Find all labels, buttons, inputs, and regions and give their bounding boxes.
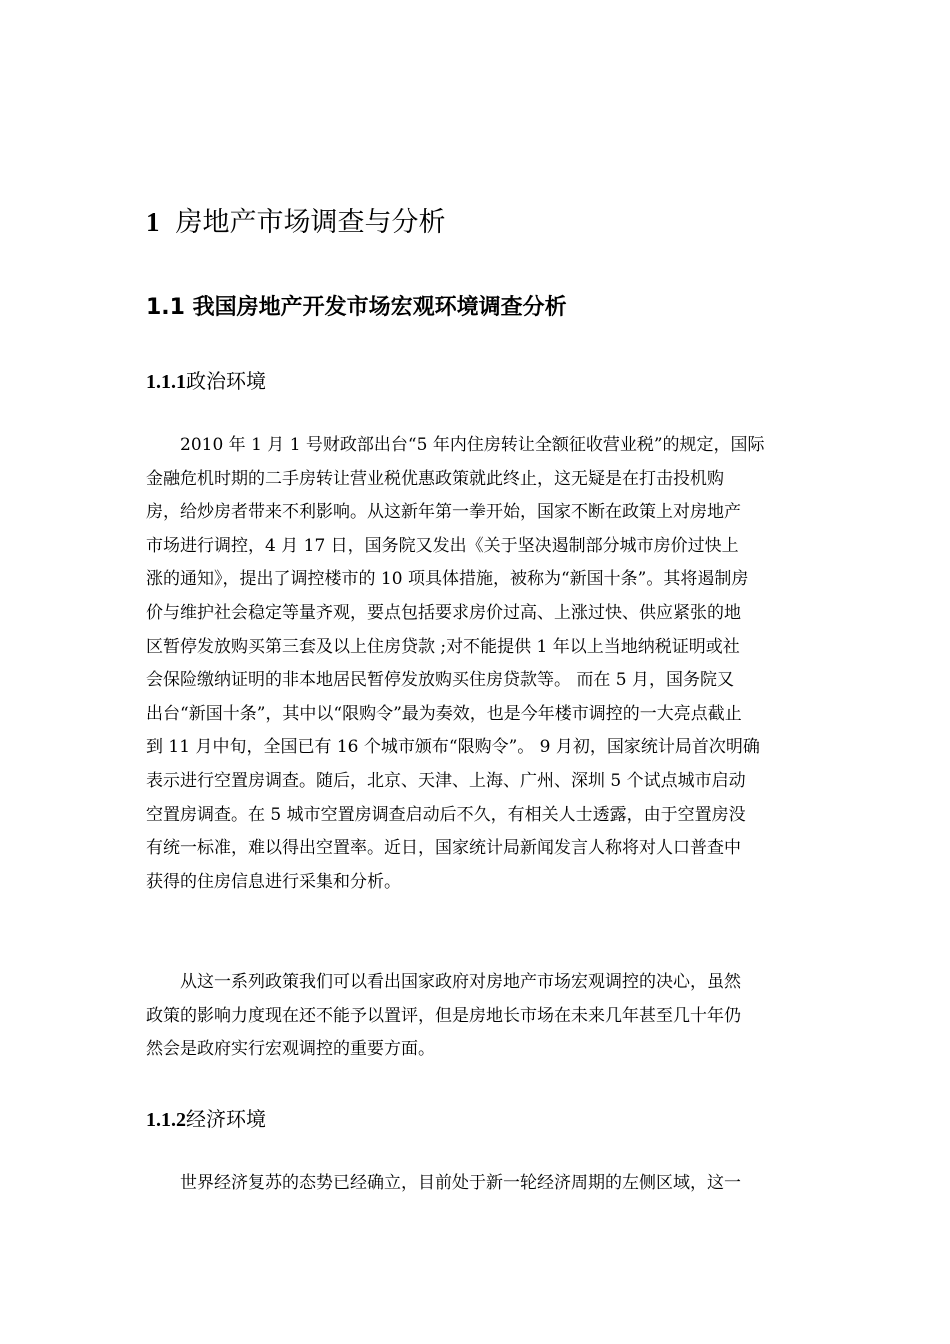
subsection-heading-political: [146, 366, 266, 397]
text-line: 房，给炒房者带来不利影响。从这新年第一拳开始，国家不断在政策上对房地产: [146, 502, 741, 523]
paragraph-economic-1: [146, 1167, 810, 1201]
chapter-heading: [146, 202, 446, 243]
subsection-number: 1.1.2: [146, 1109, 186, 1131]
text-line: 政策的影响力度现在还不能予以置评，但是房地长市场在未来几年甚至几十年仍: [146, 1005, 741, 1026]
text-line: 表示进行空置房调查。随后，北京、天津、上海、广州、深圳 5 个试点城市启动: [146, 770, 746, 791]
text-line: 然会是政府实行宏观调控的重要方面。: [146, 1039, 435, 1060]
subsection-title: 政治环境: [186, 369, 266, 393]
text-line: 世界经济复苏的态势已经确立，目前处于新一轮经济周期的左侧区域，这一: [180, 1173, 741, 1193]
subsection-number: 1.1.1: [146, 371, 186, 393]
text-line: 获得的住房信息进行采集和分析。: [146, 871, 401, 892]
text-line: 出台“新国十条”，其中以“限购令”最为奏效，也是今年楼市调控的一大亮点截止: [146, 703, 742, 724]
subsection-title: 经济环境: [186, 1107, 266, 1131]
text-line: 到 11 月中旬，全国已有 16 个城市颁布“限购令”。 9 月初，国家统计局首次明确: [146, 737, 760, 758]
text-line: 市场进行调控，4 月 17 日，国务院又发出《关于坚决遏制部分城市房价过快上: [146, 535, 739, 556]
text-line: 金融危机时期的二手房转让营业税优惠政策就此终止，这无疑是在打击投机购: [146, 468, 724, 489]
text-line: 从这一系列政策我们可以看出国家政府对房地产市场宏观调控的决心，虽然: [180, 972, 741, 992]
paragraph-political-2: [146, 966, 810, 1067]
text-line: 价与维护社会稳定等量齐观，要点包括要求房价过高、上涨过快、供应紧张的地: [146, 602, 741, 623]
text-line: 空置房调查。在 5 城市空置房调查启动后不久，有相关人士透露，由于空置房没: [146, 804, 746, 825]
paragraph-political-1: [146, 429, 810, 899]
text-line: 会保险缴纳证明的非本地居民暂停发放购买住房贷款等。 而在 5 月，国务院又: [146, 670, 735, 691]
chapter-title: 房地产市场调查与分析: [175, 207, 446, 238]
text-line: 涨的通知》，提出了调控楼市的 10 项具体措施，被称为“新国十条”。其将遏制房: [146, 569, 749, 590]
section-heading: 1.1 我国房地产开发市场宏观环境调查分析: [146, 295, 567, 320]
text-line: 2010 年 1 月 1 号财政部出台“5 年内住房转让全额征收营业税”的规定，国际: [180, 435, 765, 455]
subsection-heading-economic: [146, 1104, 266, 1135]
text-line: 有统一标准，难以得出空置率。近日，国家统计局新闻发言人称将对人口普查中: [146, 838, 741, 859]
chapter-number: 1: [146, 207, 160, 237]
text-line: 区暂停发放购买第三套及以上住房贷款 ;对不能提供 1 年以上当地纳税证明或社: [146, 636, 740, 657]
